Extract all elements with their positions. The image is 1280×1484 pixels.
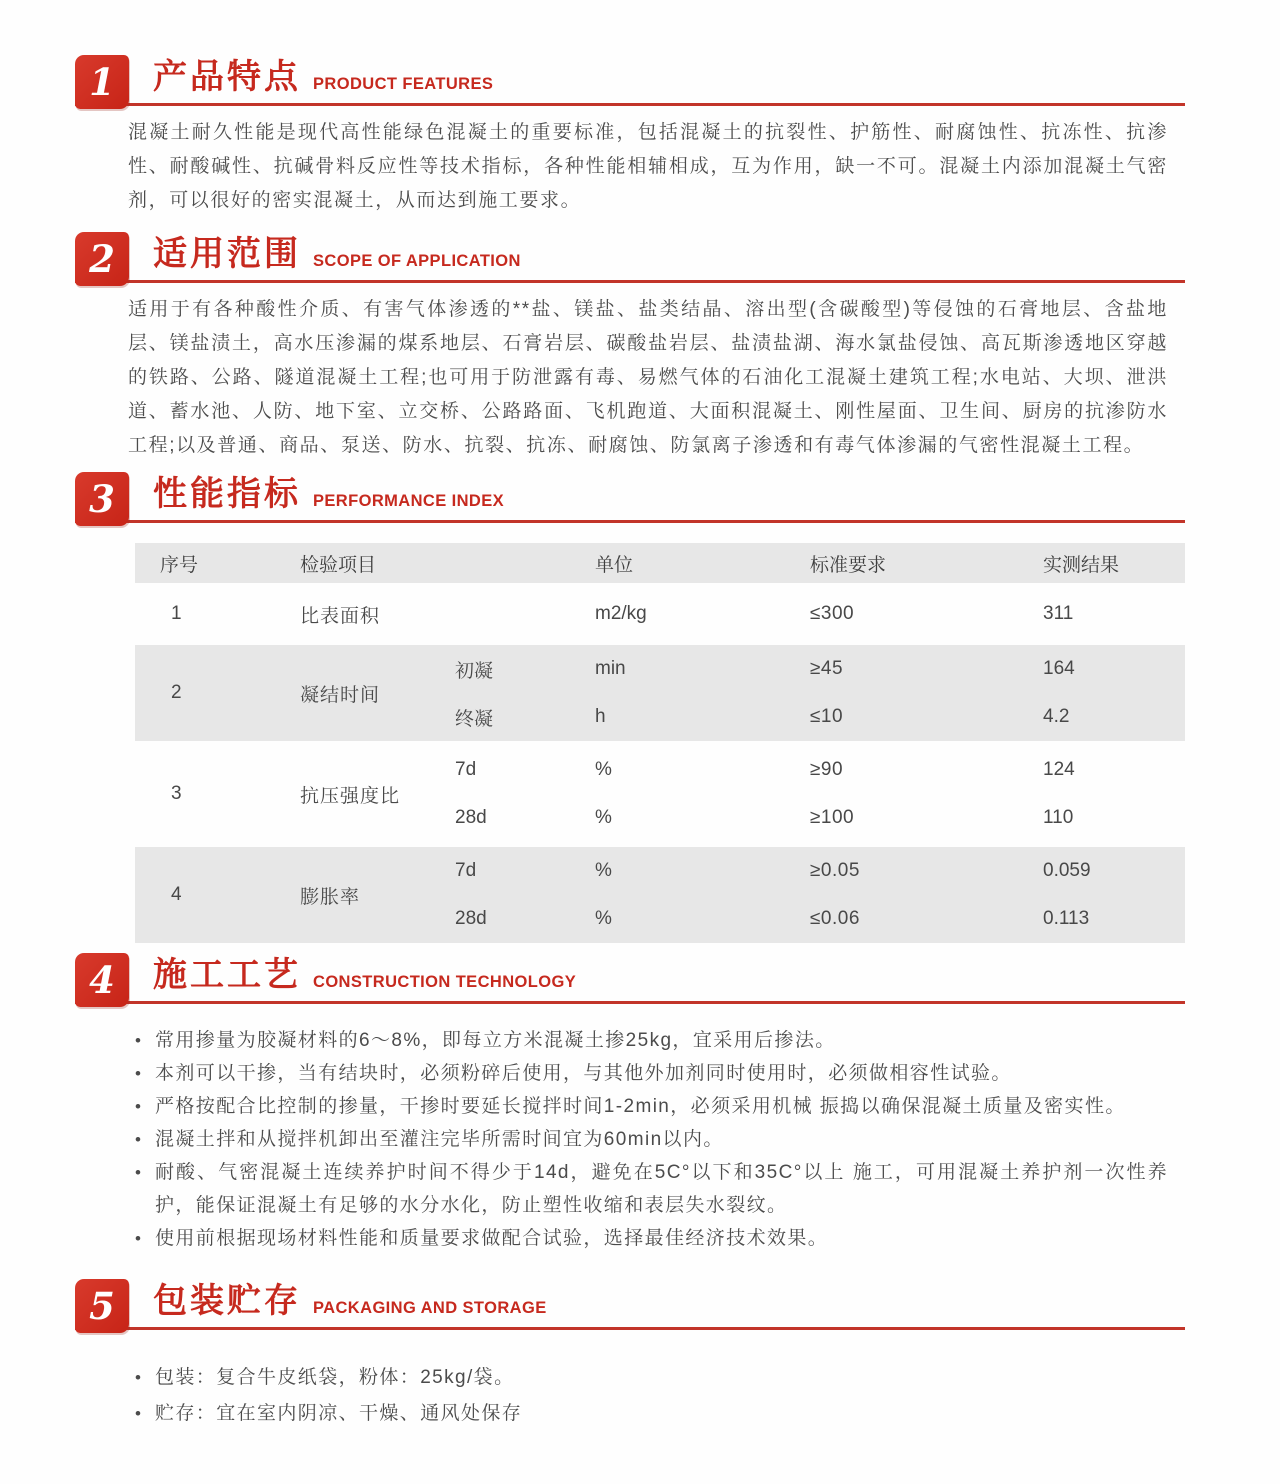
table-header-no: 序号 [160,554,199,576]
cell-result: 110 [1043,807,1074,828]
cell-requirement: ≤0.06 [810,908,860,929]
section-5-subtitle: PACKAGING AND STORAGE [313,1298,547,1317]
list-item [133,1156,1168,1222]
section-3-subtitle: PERFORMANCE INDEX [313,491,505,510]
section-2-header [75,232,1185,283]
cell-item: 膨胀率 [300,886,361,908]
cell-requirement: ≤300 [810,603,855,624]
cell-result: 124 [1043,759,1075,780]
section-4-subtitle: CONSTRUCTION TECHNOLOGY [313,972,577,991]
section-4-number-badge: 4 [75,953,129,1007]
table-header-requirement: 标准要求 [810,554,887,576]
table-header-unit: 单位 [595,554,634,576]
cell-requirement: ≥100 [810,807,855,828]
section-2-subtitle: SCOPE OF APPLICATION [313,251,521,270]
cell-requirement: ≥0.05 [810,860,860,881]
section-1-subtitle: PRODUCT FEATURES [313,74,494,93]
packaging-storage-list [133,1360,1168,1432]
list-item [133,1396,1168,1432]
cell-unit: % [595,908,612,929]
list-item-text: 常用掺量为胶凝材料的6～8%，即每立方米混凝土掺25kg，宜采用后掺法。 [155,1030,836,1051]
list-item [133,1123,1168,1156]
cell-requirement: ≤10 [810,706,844,727]
section-3-title: 性能指标 [153,475,301,513]
section-1-paragraph: 混凝土耐久性能是现代高性能绿色混凝土的重要标准，包括混凝土的抗裂性、护筋性、耐腐蚀性、抗冻性、抗渗性、耐酸碱性、抗碱骨料反应性等技术指标，各种性能相辅相成，互为作用，缺一不可。混凝土内添加混凝土气密剂，可以很好的密实混凝土，从而达到施工要求。 [128,122,1168,211]
cell-item: 比表面积 [300,605,381,627]
list-item [133,1024,1168,1057]
cell-requirement: ≥90 [810,759,844,780]
bullet-icon [135,1123,142,1156]
list-item-text: 本剂可以干掺，当有结块时，必须粉碎后使用，与其他外加剂同时使用时，必须做相容性试验。 [155,1063,1012,1084]
section-5-header [75,1279,1185,1330]
cell-no: 1 [171,603,182,624]
construction-steps-list [133,1024,1168,1255]
cell-item: 凝结时间 [300,684,381,706]
cell-unit: m2/kg [595,603,647,624]
cell-result: 0.113 [1043,908,1090,929]
section-4-header [75,953,1185,1004]
section-2-paragraph: 适用于有各种酸性介质、有害气体渗透的**盐、镁盐、盐类结晶、溶出型(含碳酸型)等侵蚀的石膏地层、含盐地层、镁盐渍土，高水压渗漏的煤系地层、石膏岩层、碳酸盐岩层、盐渍盐湖、海水氯盐侵蚀、高瓦斯渗透地区穿越的铁路、公路、隧道混凝土工程;也可用于防泄露有毒、易燃气体的石油化工混凝土建筑工程;水电站、大坝、泄洪道、蓄水池、人防、地下室、立交桥、公路路面、飞机跑道、大面积混凝土、刚性屋面、卫生间、厨房的抗渗防水工程;以及普通、商品、泵送、防水、抗裂、抗冻、耐腐蚀、防氯离子渗透和有毒气体渗漏的气密性混凝土工程。 [128,299,1168,456]
cell-result: 164 [1043,658,1075,679]
section-3-number-badge: 3 [75,472,129,526]
cell-unit: % [595,860,612,881]
section-5-number-badge: 5 [75,1279,129,1333]
section-5-title: 包装贮存 [153,1282,301,1320]
list-item-text: 耐酸、气密混凝土连续养护时间不得少于14d，避免在5C°以下和35C°以上 施工，可用混凝土养护剂一次性养护，能保证混凝土有足够的水分水化，防止塑性收缩和表层失水裂纹。 [155,1162,1168,1216]
list-item [133,1222,1168,1255]
cell-sub: 28d [455,807,487,828]
bullet-icon [135,1156,142,1189]
bullet-icon [135,1024,142,1057]
cell-sub: 终凝 [455,708,494,730]
list-item [133,1090,1168,1123]
cell-unit: min [595,658,626,679]
bullet-icon [135,1222,142,1255]
bullet-icon [135,1360,142,1396]
table-row [135,588,1185,640]
section-1-header [75,55,1185,106]
bullet-icon [135,1396,142,1432]
section-1-title: 产品特点 [153,58,301,96]
section-2-title: 适用范围 [153,235,301,273]
bullet-icon [135,1057,142,1090]
cell-sub: 7d [455,860,477,881]
cell-requirement: ≥45 [810,658,844,679]
table-header-row [135,543,1185,583]
cell-unit: h [595,706,606,727]
table-row [135,847,1185,943]
cell-no: 3 [171,783,182,804]
section-4-title: 施工工艺 [153,956,301,994]
list-item-text: 贮存：宜在室内阴凉、干燥、通风处保存 [155,1403,523,1424]
list-item-text: 严格按配合比控制的掺量，干掺时要延长搅拌时间1-2min，必须采用机械 振捣以确保混凝土质量及密实性。 [155,1096,1126,1117]
list-item [133,1360,1168,1396]
list-item-text: 包装：复合牛皮纸袋，粉体：25kg/袋。 [155,1367,515,1388]
cell-result: 311 [1043,603,1074,624]
cell-sub: 7d [455,759,477,780]
cell-sub: 28d [455,908,487,929]
cell-unit: % [595,759,612,780]
section-1-number-badge: 1 [75,55,129,109]
cell-sub: 初凝 [455,660,494,682]
cell-no: 4 [171,884,182,905]
list-item-text: 混凝土拌和从搅拌机卸出至灌注完毕所需时间宜为60min以内。 [155,1129,724,1150]
list-item-text: 使用前根据现场材料性能和质量要求做配合试验，选择最佳经济技术效果。 [155,1228,829,1249]
cell-item: 抗压强度比 [300,785,401,807]
table-header-item: 检验项目 [300,554,377,576]
cell-no: 2 [171,682,182,703]
cell-result: 0.059 [1043,860,1091,881]
table-row [135,645,1185,741]
list-item [133,1057,1168,1090]
cell-result: 4.2 [1043,706,1070,727]
bullet-icon [135,1090,142,1123]
table-row [135,746,1185,842]
section-3-header [75,472,1185,523]
section-2-number-badge: 2 [75,232,129,286]
table-header-result: 实测结果 [1043,554,1120,576]
performance-index-table [135,543,1185,943]
cell-unit: % [595,807,612,828]
